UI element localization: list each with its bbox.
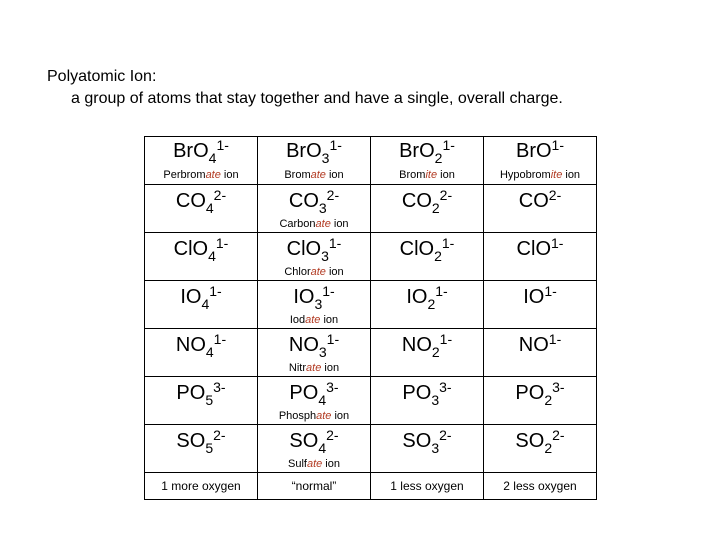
formula-charge: 1- <box>548 331 562 347</box>
formula-symbol: Br <box>399 140 420 162</box>
formula-subscript: 5 <box>205 440 214 456</box>
ion-cell <box>484 281 597 329</box>
ion-formula <box>145 187 257 216</box>
ion-name-tail: ion <box>437 169 455 181</box>
formula-charge: 1- <box>328 235 342 251</box>
ion-name-tail: ion <box>321 362 340 374</box>
formula-charge: 2- <box>326 187 340 203</box>
ion-name <box>258 314 370 327</box>
ion-name-suffix: ate <box>310 266 326 278</box>
formula-subscript: 3 <box>431 392 440 408</box>
formula-subscript: 3 <box>314 296 323 312</box>
ion-name-root: Perbrom <box>163 169 206 181</box>
ion-formula <box>258 235 370 264</box>
formula-subscript: 2 <box>427 296 436 312</box>
formula-charge: 2- <box>213 187 227 203</box>
formula-element: O <box>185 286 202 308</box>
formula-symbol: N <box>401 334 417 356</box>
ion-formula <box>371 379 483 408</box>
formula-subscript: 2 <box>544 440 553 456</box>
ion-name-root: Brom <box>284 169 311 181</box>
formula-symbol: P <box>289 382 303 404</box>
formula-charge: 1- <box>435 283 448 299</box>
ion-name-root: Hypobrom <box>499 169 551 181</box>
ion-row <box>145 137 597 185</box>
footer-cell: 2 less oxygen <box>484 473 597 500</box>
formula-charge: 3- <box>213 379 226 395</box>
heading-definition: a group of atoms that stay together and have a single, overall charge. <box>71 90 563 107</box>
formula-symbol: I <box>406 286 412 308</box>
formula-symbol: N <box>518 334 534 356</box>
formula-charge: 1- <box>551 235 564 251</box>
formula-symbol: Cl <box>286 238 306 260</box>
formula-element: O <box>303 334 319 356</box>
ion-formula <box>145 331 257 360</box>
formula-charge: 2- <box>552 427 565 443</box>
ion-name-root: Nitr <box>288 362 307 374</box>
formula-element: O <box>302 382 319 404</box>
formula-element: O <box>415 382 432 404</box>
ion-cell <box>258 377 371 425</box>
formula-element: O <box>533 190 549 212</box>
formula-charge: 1- <box>439 331 453 347</box>
formula-symbol: Cl <box>399 238 419 260</box>
formula-symbol: S <box>402 430 416 452</box>
formula-subscript: 3 <box>318 200 327 216</box>
formula-symbol: P <box>176 382 190 404</box>
ion-name-root: Phosph <box>278 410 317 422</box>
formula-charge: 1- <box>213 331 227 347</box>
ion-formula <box>258 187 370 216</box>
formula-charge: 1- <box>215 235 229 251</box>
ion-cell <box>145 329 258 377</box>
formula-element: O <box>418 238 435 260</box>
formula-symbol: N <box>175 334 191 356</box>
formula-element: O <box>416 334 432 356</box>
ion-cell <box>484 377 597 425</box>
ion-cell <box>484 329 597 377</box>
formula-element: O <box>298 286 315 308</box>
ion-name-tail: ion <box>562 169 581 181</box>
formula-charge: 3- <box>326 379 339 395</box>
formula-element: O <box>415 430 432 452</box>
formula-element: O <box>535 140 552 162</box>
ion-name-root: Chlor <box>284 266 311 278</box>
formula-subscript: 4 <box>201 296 210 312</box>
ion-formula <box>484 427 596 456</box>
ion-row <box>145 425 597 473</box>
formula-charge: 1- <box>441 235 455 251</box>
formula-subscript: 5 <box>205 392 214 408</box>
formula-subscript: 4 <box>205 344 214 360</box>
ion-formula <box>484 379 596 408</box>
formula-element: O <box>528 286 545 308</box>
heading-title: Polyatomic Ion: <box>47 68 157 85</box>
formula-symbol: P <box>515 382 529 404</box>
formula-element: O <box>190 334 206 356</box>
footer-cell: 1 less oxygen <box>371 473 484 500</box>
ion-formula <box>258 283 370 312</box>
formula-charge: 2- <box>548 187 562 203</box>
ion-formula <box>258 137 370 166</box>
formula-charge: 1- <box>544 283 557 299</box>
formula-subscript: 3 <box>431 440 440 456</box>
footer-cell: 1 more oxygen <box>145 473 258 500</box>
ion-name-tail: ion <box>322 458 340 470</box>
ion-cell <box>258 281 371 329</box>
formula-element: O <box>302 430 319 452</box>
ion-name-tail: ion <box>220 169 239 181</box>
ion-row <box>145 185 597 233</box>
ion-formula <box>145 235 257 264</box>
formula-symbol: Br <box>173 140 194 162</box>
ion-cell <box>484 233 597 281</box>
formula-symbol: Cl <box>173 238 193 260</box>
formula-subscript: 3 <box>321 150 330 166</box>
ion-name <box>484 169 596 182</box>
formula-symbol: I <box>293 286 299 308</box>
formula-charge: 1- <box>216 137 229 153</box>
ion-formula <box>371 427 483 456</box>
formula-symbol: I <box>180 286 186 308</box>
formula-element: O <box>305 238 322 260</box>
ion-cell <box>145 185 258 233</box>
ion-name <box>258 458 370 471</box>
formula-subscript: 2 <box>431 344 440 360</box>
ion-formula <box>484 189 596 213</box>
formula-symbol: C <box>175 190 191 212</box>
formula-charge: 2- <box>439 187 453 203</box>
formula-element: O <box>411 286 428 308</box>
formula-subscript: 3 <box>321 248 329 264</box>
ion-name <box>258 410 370 423</box>
formula-subscript: 4 <box>318 440 327 456</box>
ion-name-suffix: ate <box>306 362 322 374</box>
ion-name-suffix: ite <box>550 169 563 181</box>
footer-cell: “normal” <box>258 473 371 500</box>
formula-symbol: P <box>402 382 416 404</box>
formula-element: O <box>528 382 545 404</box>
formula-symbol: S <box>289 430 303 452</box>
formula-charge: 3- <box>439 379 452 395</box>
formula-subscript: 4 <box>208 248 216 264</box>
formula-charge: 2- <box>439 427 452 443</box>
ion-formula <box>145 379 257 408</box>
ion-formula <box>145 283 257 312</box>
ion-formula <box>258 427 370 456</box>
formula-symbol: I <box>523 286 529 308</box>
ion-name <box>258 362 370 375</box>
ion-name <box>258 169 370 182</box>
ion-cell <box>371 185 484 233</box>
formula-subscript: 4 <box>208 150 217 166</box>
ion-cell <box>258 185 371 233</box>
ion-cell <box>145 137 258 185</box>
formula-charge: 3- <box>552 379 565 395</box>
formula-subscript: 4 <box>318 392 327 408</box>
ion-cell <box>484 425 597 473</box>
formula-charge: 1- <box>551 137 564 153</box>
formula-element: O <box>189 382 206 404</box>
ion-cell <box>145 377 258 425</box>
ion-formula <box>484 237 596 261</box>
ion-formula <box>371 331 483 360</box>
formula-symbol: C <box>518 190 534 212</box>
ion-name-suffix: ate <box>310 169 326 181</box>
ion-name-suffix: ate <box>316 410 332 422</box>
ion-cell <box>371 137 484 185</box>
ion-name-tail: ion <box>320 314 339 326</box>
formula-subscript: 2 <box>544 392 553 408</box>
ion-cell <box>371 329 484 377</box>
ion-formula <box>484 285 596 309</box>
ion-cell <box>145 425 258 473</box>
formula-charge: 1- <box>326 331 340 347</box>
formula-element: O <box>535 238 551 260</box>
ion-name <box>258 266 370 279</box>
ion-cell <box>258 233 371 281</box>
formula-element: O <box>193 140 209 162</box>
ion-formula <box>371 187 483 216</box>
ion-row <box>145 233 597 281</box>
formula-subscript: 2 <box>431 200 440 216</box>
formula-charge: 1- <box>329 137 342 153</box>
ion-name-root: Sulf <box>287 458 307 470</box>
ion-formula <box>371 235 483 264</box>
ion-name <box>371 169 483 182</box>
ion-name-tail: ion <box>325 266 344 278</box>
formula-subscript: 2 <box>434 150 443 166</box>
formula-charge: 1- <box>322 283 335 299</box>
ion-row <box>145 377 597 425</box>
ion-row <box>145 281 597 329</box>
ion-cell <box>371 425 484 473</box>
ion-name-suffix: ite <box>425 169 438 181</box>
ion-cell <box>258 329 371 377</box>
formula-symbol: C <box>288 190 304 212</box>
formula-symbol: C <box>401 190 417 212</box>
ion-row <box>145 329 597 377</box>
ion-name-tail: ion <box>331 410 350 422</box>
definition-block <box>47 66 563 110</box>
ion-cell <box>258 137 371 185</box>
formula-symbol: Cl <box>516 238 536 260</box>
ion-name <box>145 169 257 182</box>
ion-name-suffix: ate <box>306 458 323 470</box>
formula-charge: 1- <box>209 283 222 299</box>
formula-symbol: Br <box>515 140 536 162</box>
ion-formula <box>145 137 257 166</box>
formula-symbol: S <box>176 430 190 452</box>
formula-element: O <box>528 430 545 452</box>
ion-name-suffix: ate <box>305 314 321 326</box>
formula-element: O <box>419 140 435 162</box>
ion-cell <box>371 233 484 281</box>
ion-formula <box>258 379 370 408</box>
formula-charge: 2- <box>213 427 226 443</box>
ion-name-suffix: ate <box>315 218 331 230</box>
formula-symbol: Br <box>286 140 307 162</box>
ion-cell <box>145 233 258 281</box>
ion-formula <box>371 137 483 166</box>
ion-name-tail: ion <box>330 218 349 230</box>
ion-formula <box>145 427 257 456</box>
ion-name-root: Carbon <box>279 218 316 230</box>
ion-cell <box>371 377 484 425</box>
formula-symbol: S <box>515 430 529 452</box>
formula-symbol: N <box>288 334 304 356</box>
ion-formula <box>258 331 370 360</box>
formula-charge: 2- <box>326 427 339 443</box>
ion-name <box>258 218 370 231</box>
ion-cell <box>484 185 597 233</box>
formula-subscript: 4 <box>205 200 214 216</box>
ion-name-tail: ion <box>325 169 344 181</box>
formula-element: O <box>303 190 319 212</box>
formula-subscript: 2 <box>434 248 442 264</box>
formula-element: O <box>416 190 432 212</box>
footer-row <box>145 473 597 500</box>
ion-formula <box>371 283 483 312</box>
ion-name-root: Brom <box>399 169 426 181</box>
formula-subscript: 3 <box>318 344 327 360</box>
formula-element: O <box>533 334 549 356</box>
formula-element: O <box>190 190 206 212</box>
formula-charge: 1- <box>442 137 455 153</box>
ion-formula <box>484 333 596 357</box>
ion-name-root: Iod <box>289 314 306 326</box>
formula-element: O <box>192 238 209 260</box>
ion-name-suffix: ate <box>205 169 221 181</box>
formula-element: O <box>306 140 322 162</box>
formula-element: O <box>189 430 206 452</box>
ion-cell <box>145 281 258 329</box>
polyatomic-ion-table <box>144 136 597 500</box>
ion-cell <box>484 137 597 185</box>
ion-formula <box>484 139 596 163</box>
ion-cell <box>258 425 371 473</box>
ion-table-body <box>145 137 597 473</box>
ion-cell <box>371 281 484 329</box>
